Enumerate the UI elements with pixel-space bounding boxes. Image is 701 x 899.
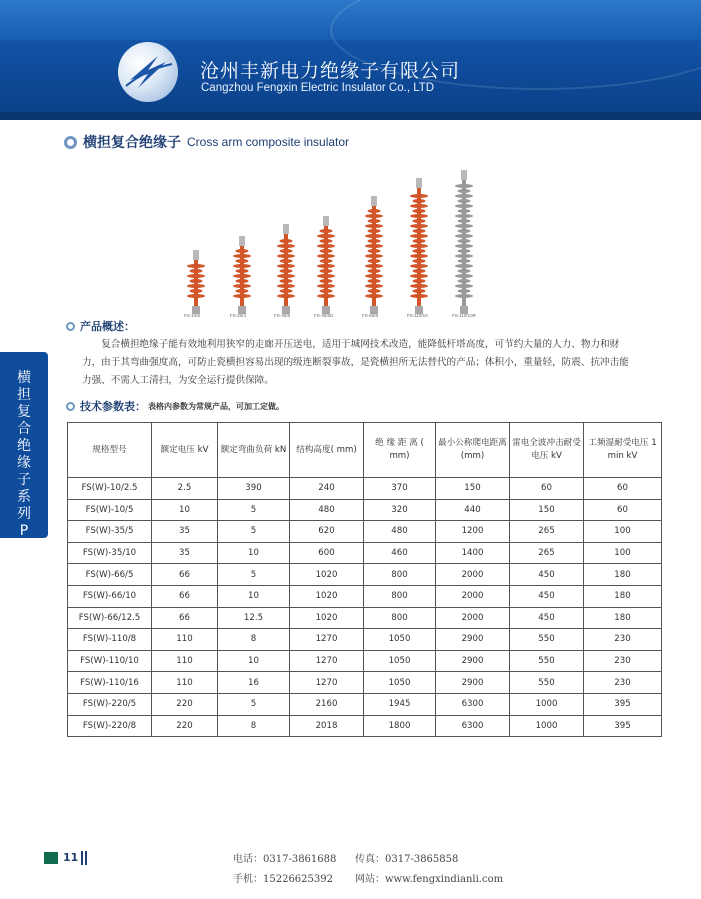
section-title-en: Cross arm composite insulator bbox=[187, 135, 350, 149]
model-cell: FS(W)-35/5 bbox=[68, 521, 152, 543]
value-cell: 320 bbox=[364, 499, 436, 521]
table-row bbox=[68, 672, 662, 694]
insulator-label: FS-110/10R bbox=[452, 313, 476, 318]
value-cell: 5 bbox=[218, 564, 290, 586]
value-cell: 1020 bbox=[290, 564, 364, 586]
value-cell: 35 bbox=[152, 521, 218, 543]
value-cell: 1000 bbox=[510, 693, 584, 715]
value-cell: 2900 bbox=[436, 672, 510, 694]
insulator-image bbox=[312, 216, 340, 306]
value-cell: 2900 bbox=[436, 650, 510, 672]
value-cell: 12.5 bbox=[218, 607, 290, 629]
value-cell: 550 bbox=[510, 650, 584, 672]
contact-phone: 电话：0317-3861688 bbox=[233, 854, 337, 865]
value-cell: 220 bbox=[152, 715, 218, 737]
table-row bbox=[68, 650, 662, 672]
value-cell: 150 bbox=[436, 478, 510, 500]
value-cell: 550 bbox=[510, 629, 584, 651]
value-cell: 800 bbox=[364, 564, 436, 586]
product-images bbox=[160, 158, 500, 318]
insulator-label: FS-110/10 bbox=[407, 313, 428, 318]
value-cell: 35 bbox=[152, 542, 218, 564]
company-name-en: Cangzhou Fengxin Electric Insulator Co., LTD bbox=[201, 82, 435, 94]
insulator-image bbox=[272, 224, 300, 306]
insulator-label: FS-10/5 bbox=[184, 313, 201, 318]
spec-table bbox=[67, 422, 662, 737]
insulator-image bbox=[182, 250, 210, 306]
specs-heading bbox=[66, 398, 284, 414]
table-row bbox=[68, 499, 662, 521]
value-cell: 110 bbox=[152, 629, 218, 651]
table-row bbox=[68, 607, 662, 629]
table-row bbox=[68, 542, 662, 564]
value-cell: 450 bbox=[510, 564, 584, 586]
value-cell: 8 bbox=[218, 629, 290, 651]
value-cell: 460 bbox=[364, 542, 436, 564]
insulator-label: FS-35/5 bbox=[274, 313, 291, 318]
value-cell: 620 bbox=[290, 521, 364, 543]
table-row bbox=[68, 478, 662, 500]
table-header-cell: 额定电压 kV bbox=[152, 423, 218, 478]
value-cell: 5 bbox=[218, 499, 290, 521]
value-cell: 1800 bbox=[364, 715, 436, 737]
value-cell: 2160 bbox=[290, 693, 364, 715]
model-cell: FS(W)-10/2.5 bbox=[68, 478, 152, 500]
value-cell: 395 bbox=[584, 715, 662, 737]
side-tab-text: 横担复合绝缘子系列P11 bbox=[17, 370, 31, 573]
value-cell: 1270 bbox=[290, 650, 364, 672]
value-cell: 440 bbox=[436, 499, 510, 521]
value-cell: 480 bbox=[290, 499, 364, 521]
value-cell: 2900 bbox=[436, 629, 510, 651]
value-cell: 8 bbox=[218, 715, 290, 737]
value-cell: 265 bbox=[510, 542, 584, 564]
value-cell: 450 bbox=[510, 585, 584, 607]
value-cell: 66 bbox=[152, 585, 218, 607]
value-cell: 6300 bbox=[436, 693, 510, 715]
value-cell: 390 bbox=[218, 478, 290, 500]
value-cell: 1270 bbox=[290, 672, 364, 694]
table-row bbox=[68, 693, 662, 715]
overview-text: 复合横担绝缘子能有效地利用狭窄的走廊开压送电，适用于城网技术改造，能降低杆塔高度，可节约大量的人力、物力和财力，由于其弯曲强度高，可防止瓷横担容易出现的级连断裂事故，是瓷横担所无法替代的产品；体积小，重量轻，防震、抗冲击能力强、不需人工清扫，为安全运行提供保障。 bbox=[82, 339, 629, 386]
section-title-cn: 横担复合绝缘子 bbox=[83, 135, 181, 151]
overview-heading bbox=[66, 318, 135, 334]
header-banner bbox=[0, 0, 701, 120]
header-bottom-band bbox=[0, 112, 701, 120]
model-cell: FS(W)-66/10 bbox=[68, 585, 152, 607]
value-cell: 230 bbox=[584, 650, 662, 672]
insulator-image bbox=[450, 170, 478, 306]
table-row bbox=[68, 629, 662, 651]
page-number: 11 bbox=[63, 851, 79, 864]
value-cell: 1050 bbox=[364, 672, 436, 694]
value-cell: 230 bbox=[584, 629, 662, 651]
value-cell: 1270 bbox=[290, 629, 364, 651]
table-header-cell: 雷电全波冲击耐受电压 kV bbox=[510, 423, 584, 478]
footer-mark bbox=[44, 852, 58, 864]
table-row bbox=[68, 585, 662, 607]
value-cell: 230 bbox=[584, 672, 662, 694]
table-header-cell: 工频湿耐受电压 1 min kV bbox=[584, 423, 662, 478]
value-cell: 6300 bbox=[436, 715, 510, 737]
page-divider-icon bbox=[81, 851, 87, 865]
value-cell: 1000 bbox=[510, 715, 584, 737]
insulator-label: FS-35/5D bbox=[314, 313, 334, 318]
value-cell: 66 bbox=[152, 607, 218, 629]
value-cell: 100 bbox=[584, 521, 662, 543]
value-cell: 1400 bbox=[436, 542, 510, 564]
overview-bullet-icon bbox=[66, 322, 75, 331]
model-cell: FS(W)-220/5 bbox=[68, 693, 152, 715]
model-cell: FS(W)-110/16 bbox=[68, 672, 152, 694]
table-header-cell: 结构高度( mm) bbox=[290, 423, 364, 478]
value-cell: 100 bbox=[584, 542, 662, 564]
value-cell: 10 bbox=[218, 542, 290, 564]
value-cell: 60 bbox=[584, 478, 662, 500]
model-cell: FS(W)-10/5 bbox=[68, 499, 152, 521]
table-header-cell: 额定弯曲负荷 kN bbox=[218, 423, 290, 478]
value-cell: 450 bbox=[510, 607, 584, 629]
specs-bullet-icon bbox=[66, 402, 75, 411]
value-cell: 1200 bbox=[436, 521, 510, 543]
value-cell: 180 bbox=[584, 564, 662, 586]
value-cell: 800 bbox=[364, 607, 436, 629]
contact-website[interactable]: 网站：www.fengxindianli.com bbox=[355, 874, 504, 885]
value-cell: 1945 bbox=[364, 693, 436, 715]
section-title bbox=[64, 132, 349, 152]
section-bullet-icon bbox=[64, 136, 77, 149]
value-cell: 1020 bbox=[290, 607, 364, 629]
value-cell: 60 bbox=[584, 499, 662, 521]
table-header-cell: 绝 缘 距 离 ( mm) bbox=[364, 423, 436, 478]
value-cell: 150 bbox=[510, 499, 584, 521]
overview-heading-text: 产品概述： bbox=[80, 320, 135, 333]
side-tab bbox=[0, 352, 48, 573]
lightning-globe-logo-icon bbox=[118, 42, 178, 102]
table-header-cell: 规格型号 bbox=[68, 423, 152, 478]
value-cell: 240 bbox=[290, 478, 364, 500]
model-cell: FS(W)-220/8 bbox=[68, 715, 152, 737]
value-cell: 395 bbox=[584, 693, 662, 715]
table-row bbox=[68, 521, 662, 543]
value-cell: 60 bbox=[510, 478, 584, 500]
model-cell: FS(W)-66/5 bbox=[68, 564, 152, 586]
value-cell: 2000 bbox=[436, 564, 510, 586]
model-cell: FS(W)-35/10 bbox=[68, 542, 152, 564]
value-cell: 10 bbox=[218, 650, 290, 672]
contact-mobile: 手机：15226625392 bbox=[233, 874, 333, 885]
value-cell: 1050 bbox=[364, 629, 436, 651]
value-cell: 16 bbox=[218, 672, 290, 694]
value-cell: 180 bbox=[584, 585, 662, 607]
value-cell: 800 bbox=[364, 585, 436, 607]
insulator-image bbox=[405, 178, 433, 306]
insulator-label: FS-20/4 bbox=[230, 313, 247, 318]
specs-note: 表格内参数为常规产品，可加工定做。 bbox=[148, 401, 284, 411]
value-cell: 10 bbox=[152, 499, 218, 521]
insulator-label: FS-66/8 bbox=[362, 313, 379, 318]
specs-heading-text: 技术参数表： bbox=[80, 400, 146, 413]
value-cell: 2000 bbox=[436, 607, 510, 629]
table-header-cell: 最小公称爬电距离 (mm) bbox=[436, 423, 510, 478]
table-header-row bbox=[68, 423, 662, 478]
model-cell: FS(W)-66/12.5 bbox=[68, 607, 152, 629]
value-cell: 2000 bbox=[436, 585, 510, 607]
insulator-image bbox=[228, 236, 256, 306]
value-cell: 370 bbox=[364, 478, 436, 500]
value-cell: 5 bbox=[218, 521, 290, 543]
model-cell: FS(W)-110/10 bbox=[68, 650, 152, 672]
value-cell: 10 bbox=[218, 585, 290, 607]
model-cell: FS(W)-110/8 bbox=[68, 629, 152, 651]
value-cell: 5 bbox=[218, 693, 290, 715]
value-cell: 180 bbox=[584, 607, 662, 629]
value-cell: 265 bbox=[510, 521, 584, 543]
value-cell: 2018 bbox=[290, 715, 364, 737]
insulator-image bbox=[360, 196, 388, 306]
table-row bbox=[68, 564, 662, 586]
value-cell: 220 bbox=[152, 693, 218, 715]
contact-fax: 传真：0317-3865858 bbox=[355, 854, 459, 865]
value-cell: 2.5 bbox=[152, 478, 218, 500]
table-row bbox=[68, 715, 662, 737]
value-cell: 66 bbox=[152, 564, 218, 586]
value-cell: 600 bbox=[290, 542, 364, 564]
value-cell: 480 bbox=[364, 521, 436, 543]
value-cell: 110 bbox=[152, 672, 218, 694]
value-cell: 1050 bbox=[364, 650, 436, 672]
value-cell: 110 bbox=[152, 650, 218, 672]
company-name-cn: 沧州丰新电力绝缘子有限公司 bbox=[200, 60, 461, 82]
value-cell: 1020 bbox=[290, 585, 364, 607]
value-cell: 550 bbox=[510, 672, 584, 694]
